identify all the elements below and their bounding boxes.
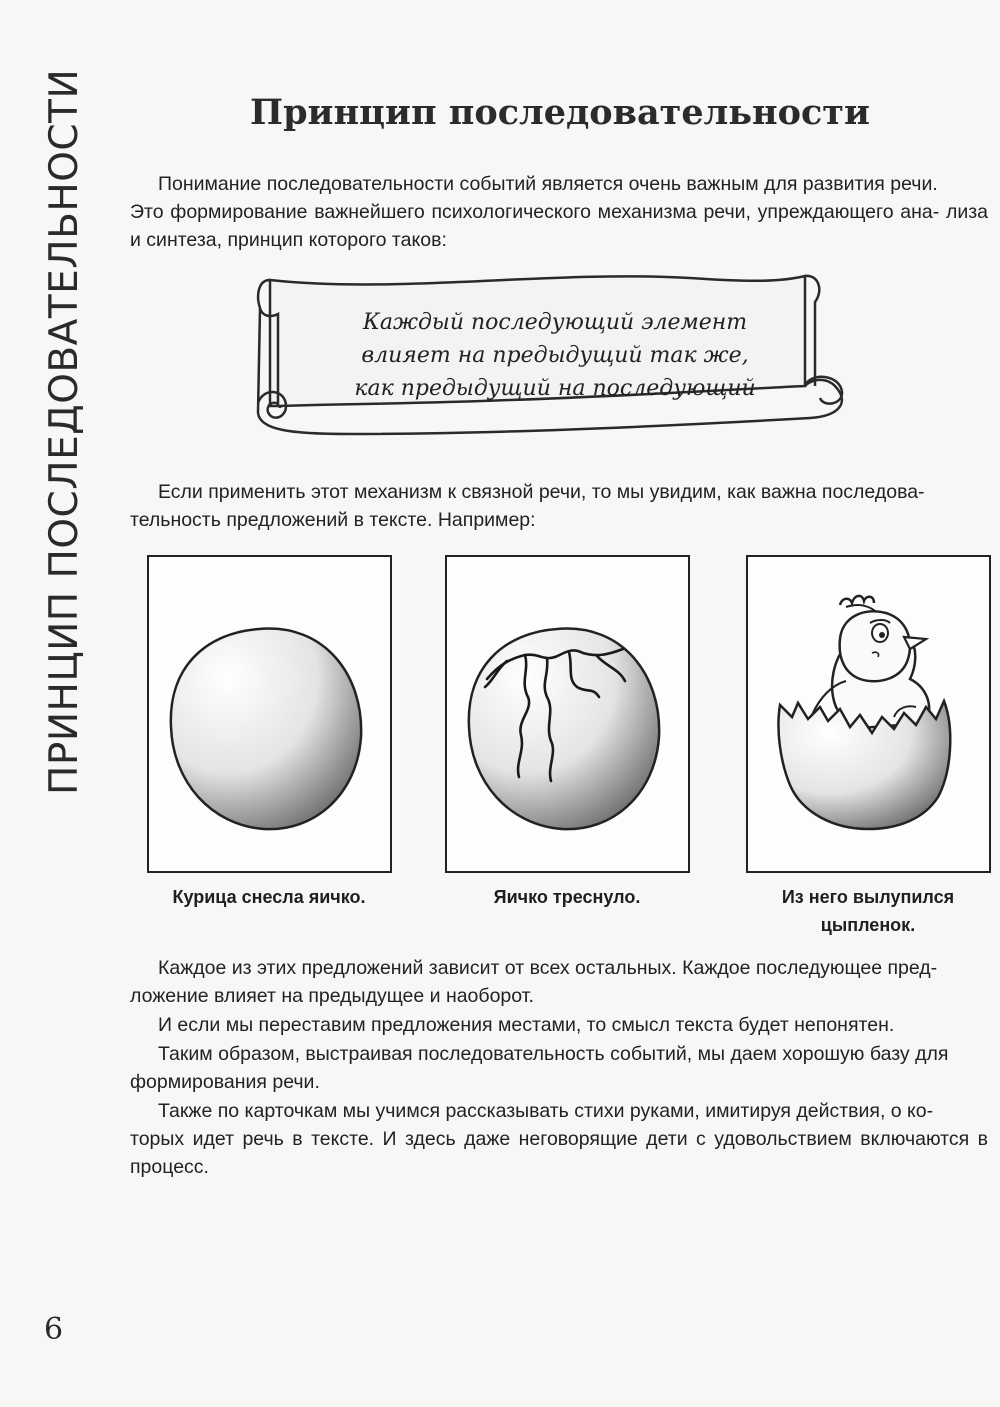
- caption-line: Яичко треснуло.: [493, 887, 641, 907]
- intro-paragraph-cont: [130, 198, 988, 254]
- page-number: 6: [44, 1312, 64, 1347]
- apply-line: Если применить этот механизм к связной речи, то мы увидим, как важна последова-: [158, 481, 925, 503]
- intro-line: лиза и синтеза, принцип которого таков:: [130, 201, 988, 251]
- apply-paragraph-cont: [130, 506, 988, 534]
- quote-line: влияет на предыдущий так же,: [361, 343, 749, 368]
- chick-in-shell-icon: [748, 557, 989, 871]
- quote-text: [325, 306, 785, 405]
- side-section-title: [42, 68, 88, 795]
- caption-line: Из него вылупился: [781, 887, 955, 907]
- side-section-title-text: ПРИНЦИП ПОСЛЕДОВАТЕЛЬНОСТИ: [42, 68, 87, 795]
- conclusion-line: Таким образом, выстраивая последовательность событий, мы даем хорошую базу для: [158, 1043, 949, 1065]
- card-whole-egg: [147, 555, 392, 873]
- quote-scroll: [250, 268, 860, 443]
- conclusion-paragraph-3: [130, 1040, 988, 1068]
- intro-line: Это формирование важнейшего психологического механизма речи, упреждающего ана-: [130, 201, 940, 223]
- cracked-egg-icon: [447, 557, 688, 871]
- conclusion-paragraph-2: [130, 1011, 988, 1039]
- conclusion-paragraph-4-cont: [130, 1125, 988, 1181]
- quote-line: Каждый последующий элемент: [362, 310, 748, 335]
- conclusion-line: в процесс.: [130, 1128, 988, 1178]
- card-hatched-chick: [746, 555, 991, 873]
- egg-icon: [149, 557, 390, 871]
- conclusion-paragraph-1: [130, 954, 988, 982]
- conclusion-paragraph-3-cont: [130, 1068, 988, 1096]
- intro-paragraph: [130, 170, 988, 198]
- caption-line: цыпленок.: [820, 915, 916, 935]
- conclusion-line: И если мы переставим предложения местами, то смысл текста будет непонятен.: [158, 1014, 895, 1036]
- conclusion-line: Также по карточкам мы учимся рассказывать стихи руками, имитируя действия, о ко-: [158, 1100, 934, 1122]
- quote-line: как предыдущий на последующий: [354, 376, 756, 401]
- card-caption: [437, 883, 697, 911]
- card-cracked-egg: [445, 555, 690, 873]
- conclusion-paragraph-4: [130, 1097, 988, 1125]
- conclusion-line: ложение влияет на предыдущее и наоборот.: [130, 985, 534, 1007]
- apply-paragraph: [130, 478, 988, 506]
- intro-line: Понимание последовательности событий является очень важным для развития речи.: [158, 173, 938, 195]
- conclusion-line: Каждое из этих предложений зависит от всех остальных. Каждое последующее пред-: [158, 957, 938, 979]
- conclusion-line: формирования речи.: [130, 1071, 320, 1093]
- apply-line: тельность предложений в тексте. Например:: [130, 509, 536, 531]
- conclusion-paragraph-1-cont: [130, 982, 988, 1010]
- card-caption: [139, 883, 399, 911]
- page-title: Принцип последовательности: [250, 92, 870, 133]
- card-caption: [738, 883, 998, 939]
- conclusion-line: торых идет речь в тексте. И здесь даже неговорящие дети с удовольствием включаются: [130, 1128, 970, 1150]
- caption-line: Курица снесла яичко.: [172, 887, 366, 907]
